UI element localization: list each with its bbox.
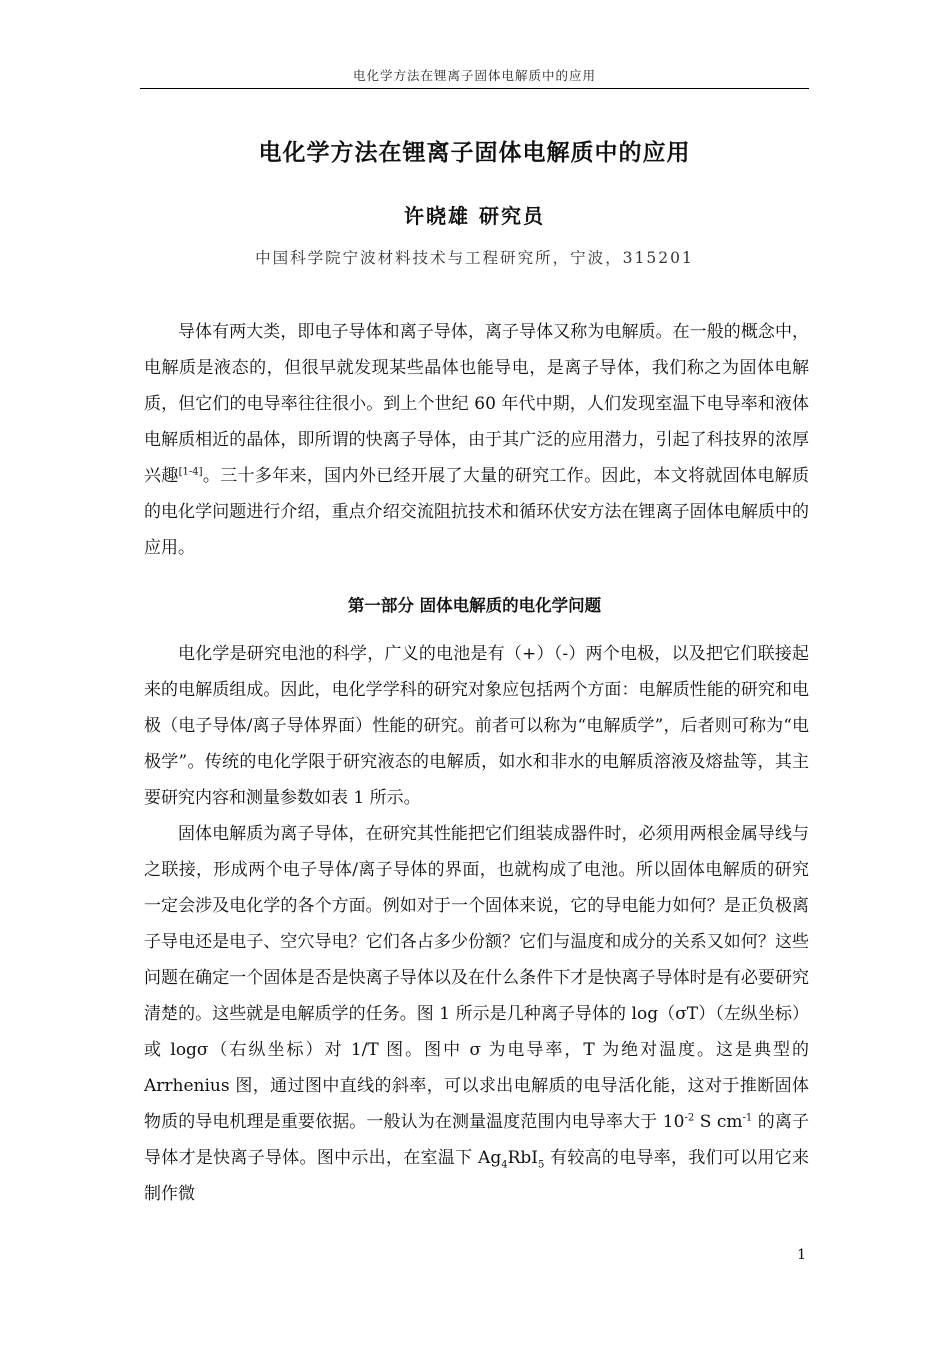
p2-text-c: 的离子导体才是快离子导体。图中示出，在室温下 Ag	[144, 1112, 809, 1168]
page-number: 1	[797, 1247, 806, 1263]
header-rule	[140, 88, 809, 89]
intro-block	[144, 314, 809, 566]
intro-text-b: 。三十多年来，国内外已经开展了大量的研究工作。因此，本文将就固体电解质的电化学问题进行介绍，重点介绍交流阻抗技术和循环伏安方法在锂离子固体电解质中的应用。	[144, 466, 810, 558]
exponent-1: -2	[684, 1112, 695, 1124]
subscript-2: 5	[538, 1159, 545, 1171]
p2-text-a: 固体电解质为离子导体，在研究其性能把它们组装成器件时，必须用两根金属导线与之联接，形成两个电子导体/离子导体的界面，也就构成了电池。所以固体电解质的研究一定会涉及电化学的各个方面。例如对于一个固体来说，它的导电能力如何？是正负极离子导电还是电子、空穴导电？它们各占多少份额？它们与温度和成分的关系又如何？这些问题在确定一个固体是否是快离子导体以及在什么条件下才是快离子导体时是有必要研究清楚的。这些就是电解质学的任务。图 1 所示是几种离子导体的 log（σT）（左纵坐标）或 logσ（右纵坐标）对 1/T 图。图中 σ 为电导率，T 为绝对温度。这是典型的 Arrhenius 图，通过图中直线的斜率，可以求出电解质的电导活化能，这对于推断固体物质的导电机理是重要依据。一般认为在测量温度范围内电导率大于 10	[144, 824, 809, 1132]
section1-paragraph-2	[144, 816, 809, 1212]
section1-block	[144, 636, 809, 1212]
section1-paragraph-1: 电化学是研究电池的科学，广义的电池是有（+）（-）两个电极，以及把它们联接起来的电解质组成。因此，电化学学科的研究对象应包括两个方面：电解质性能的研究和电极（电子导体/离子导体界面）性能的研究。前者可以称为“电解质学”，后者则可称为“电极学”。传统的电化学限于研究液态的电解质，如水和非水的电解质溶液及熔盐等，其主要研究内容和测量参数如表 1 所示。	[144, 644, 809, 808]
running-header: 电化学方法在锂离子固体电解质中的应用	[352, 68, 596, 83]
page-title: 电化学方法在锂离子固体电解质中的应用	[258, 140, 691, 166]
intro-text-a: 导体有两大类，即电子导体和离子导体，离子导体又称为电解质。在一般的概念中，电解质是液态的，但很早就发现某些晶体也能导电，是离子导体，我们称之为固体电解质，但它们的电导率往往很小。到上个世纪 60 年代中期，人们发现室温下电导率和液体电解质相近的晶体，即所谓的快离子导体，由于其广泛的应用潜力，引起了科技界的浓厚兴趣	[144, 322, 809, 486]
citation-ref: [1-4]	[178, 466, 203, 478]
exponent-2: -1	[742, 1112, 753, 1124]
author-line: 许晓雄 研究员	[404, 204, 545, 228]
affiliation-line: 中国科学院宁波材料技术与工程研究所，宁波，315201	[255, 249, 694, 267]
section-heading: 第一部分 固体电解质的电化学问题	[347, 596, 602, 615]
subscript-1: 4	[501, 1159, 508, 1171]
p2-text-e: 有较高的电导率，我们可以用它来制作微	[144, 1148, 810, 1204]
p2-text-d: RbI	[507, 1148, 538, 1168]
intro-paragraph	[144, 314, 809, 566]
p2-text-b: S cm	[694, 1112, 743, 1132]
